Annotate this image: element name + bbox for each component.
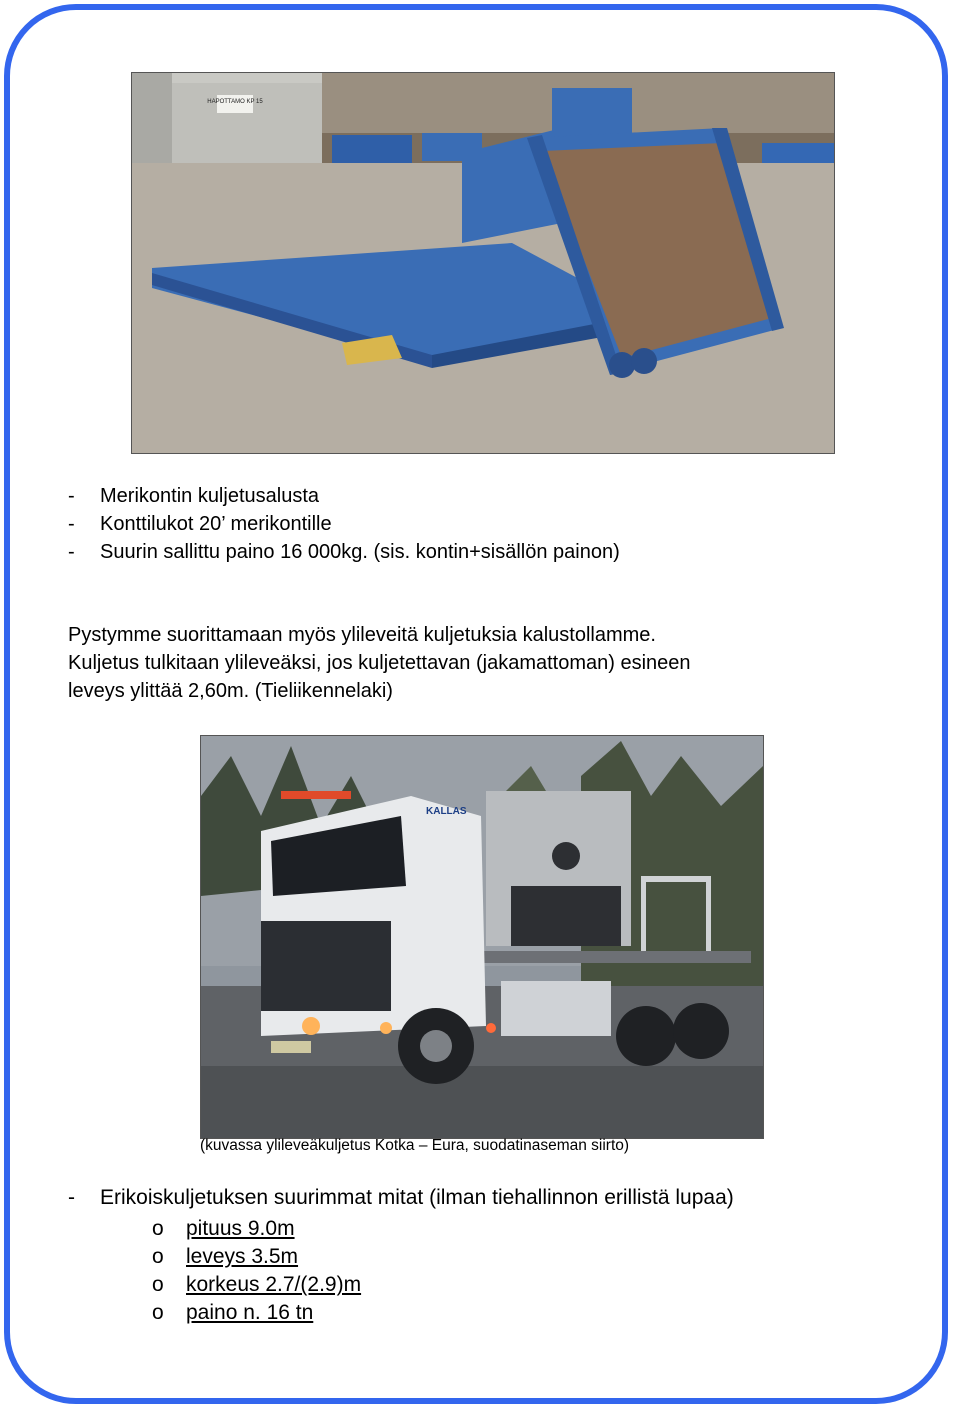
limit-width: leveys 3.5m — [186, 1245, 299, 1268]
feature-list — [68, 482, 620, 566]
feature-text: Konttilukot 20’ merikontille — [100, 513, 332, 535]
limit-weight: paino n. 16 tn — [186, 1301, 314, 1324]
truck-photo — [200, 735, 764, 1139]
list-item: o paino n. 16 tn — [152, 1299, 361, 1327]
paragraph-line: Pystymme suorittamaan myös ylileveitä kuljetuksia kalustollamme. — [68, 624, 656, 646]
oversize-paragraph — [68, 621, 868, 705]
sign-text: HAPOTTAMO KP 15 — [207, 99, 263, 105]
limits-heading: - Erikoiskuljetuksen suurimmat mitat (ilman tiehallinnon erillistä lupaa) — [68, 1186, 734, 1209]
list-item: - Merikontin kuljetusalusta — [68, 482, 620, 510]
list-item: - Konttilukot 20’ merikontille — [68, 510, 620, 538]
list-item: o pituus 9.0m — [152, 1215, 361, 1243]
container-platform-photo — [131, 72, 835, 454]
feature-text: Merikontin kuljetusalusta — [100, 485, 319, 507]
limit-length: pituus 9.0m — [186, 1217, 295, 1240]
truck-brand-text: KALLAS — [426, 806, 467, 817]
paragraph-line: Kuljetus tulkitaan ylileveäksi, jos kuljetettavan (jakamattoman) esineen — [68, 652, 691, 674]
list-item: o korkeus 2.7/(2.9)m — [152, 1271, 361, 1299]
limit-height: korkeus 2.7/(2.9)m — [186, 1273, 362, 1296]
list-item: - Suurin sallittu paino 16 000kg. (sis. kontin+sisällön painon) — [68, 538, 620, 566]
feature-text: Suurin sallittu paino 16 000kg. (sis. kontin+sisällön painon) — [100, 541, 620, 563]
list-item: o leveys 3.5m — [152, 1243, 361, 1271]
photo-caption: (kuvassa ylileveäkuljetus Kotka – Eura, suodatinaseman siirto) — [200, 1137, 630, 1154]
limits-list — [152, 1215, 361, 1327]
paragraph-line: leveys ylittää 2,60m. (Tieliikennelaki) — [68, 680, 393, 702]
limits-heading-text: Erikoiskuljetuksen suurimmat mitat (ilman tiehallinnon erillistä lupaa) — [100, 1186, 734, 1209]
